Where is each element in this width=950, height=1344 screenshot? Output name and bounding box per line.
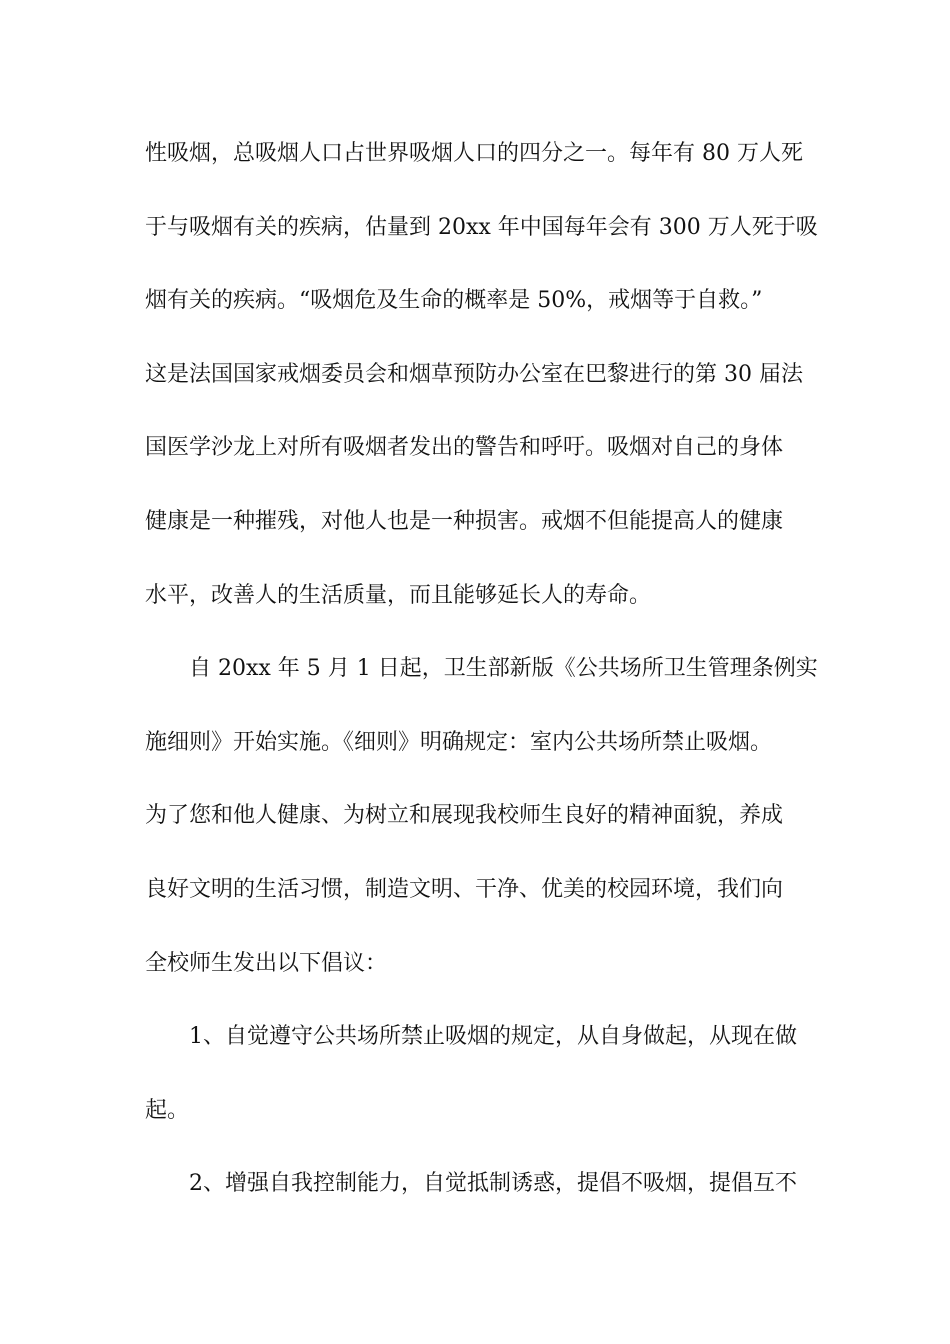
text-line: 施细则》开始实施。《细则》明确规定：室内公共场所禁止吸烟。: [145, 729, 773, 755]
text-line: 这是法国国家戒烟委员会和烟草预防办公室在巴黎进行的第 30 届法: [145, 361, 803, 387]
text-line: 为了您和他人健康、为树立和展现我校师生良好的精神面貌，养成: [145, 803, 784, 829]
text-line: 良好文明的生活习惯，制造文明、干净、优美的校园环境，我们向: [145, 876, 784, 902]
text-line: 2、增强自我控制能力，自觉抵制诱惑，提倡不吸烟，提倡互不: [145, 1171, 797, 1197]
text-line: 于与吸烟有关的疾病，估量到 20xx 年中国每年会有 300 万人死于吸: [145, 214, 818, 240]
text-line: 自 20xx 年 5 月 1 日起，卫生部新版《公共场所卫生管理条例实: [145, 656, 818, 682]
text-line: 烟有关的疾病。“吸烟危及生命的概率是 50%，戒烟等于自救。”: [145, 288, 763, 314]
text-line: 全校师生发出以下倡议：: [145, 950, 388, 976]
text-line: 水平，改善人的生活质量，而且能够延长人的寿命。: [145, 582, 652, 608]
text-line: 起。: [145, 1097, 190, 1123]
text-line: 1、自觉遵守公共场所禁止吸烟的规定，从自身做起，从现在做: [145, 1024, 797, 1050]
text-line: 健康是一种摧残，对他人也是一种损害。戒烟不但能提高人的健康: [145, 508, 784, 534]
text-line: 国医学沙龙上对所有吸烟者发出的警告和呼吁。吸烟对自己的身体: [145, 435, 784, 461]
text-line: 性吸烟，总吸烟人口占世界吸烟人口的四分之一。每年有 80 万人死: [145, 141, 803, 166]
body-text: [145, 132, 818, 1236]
